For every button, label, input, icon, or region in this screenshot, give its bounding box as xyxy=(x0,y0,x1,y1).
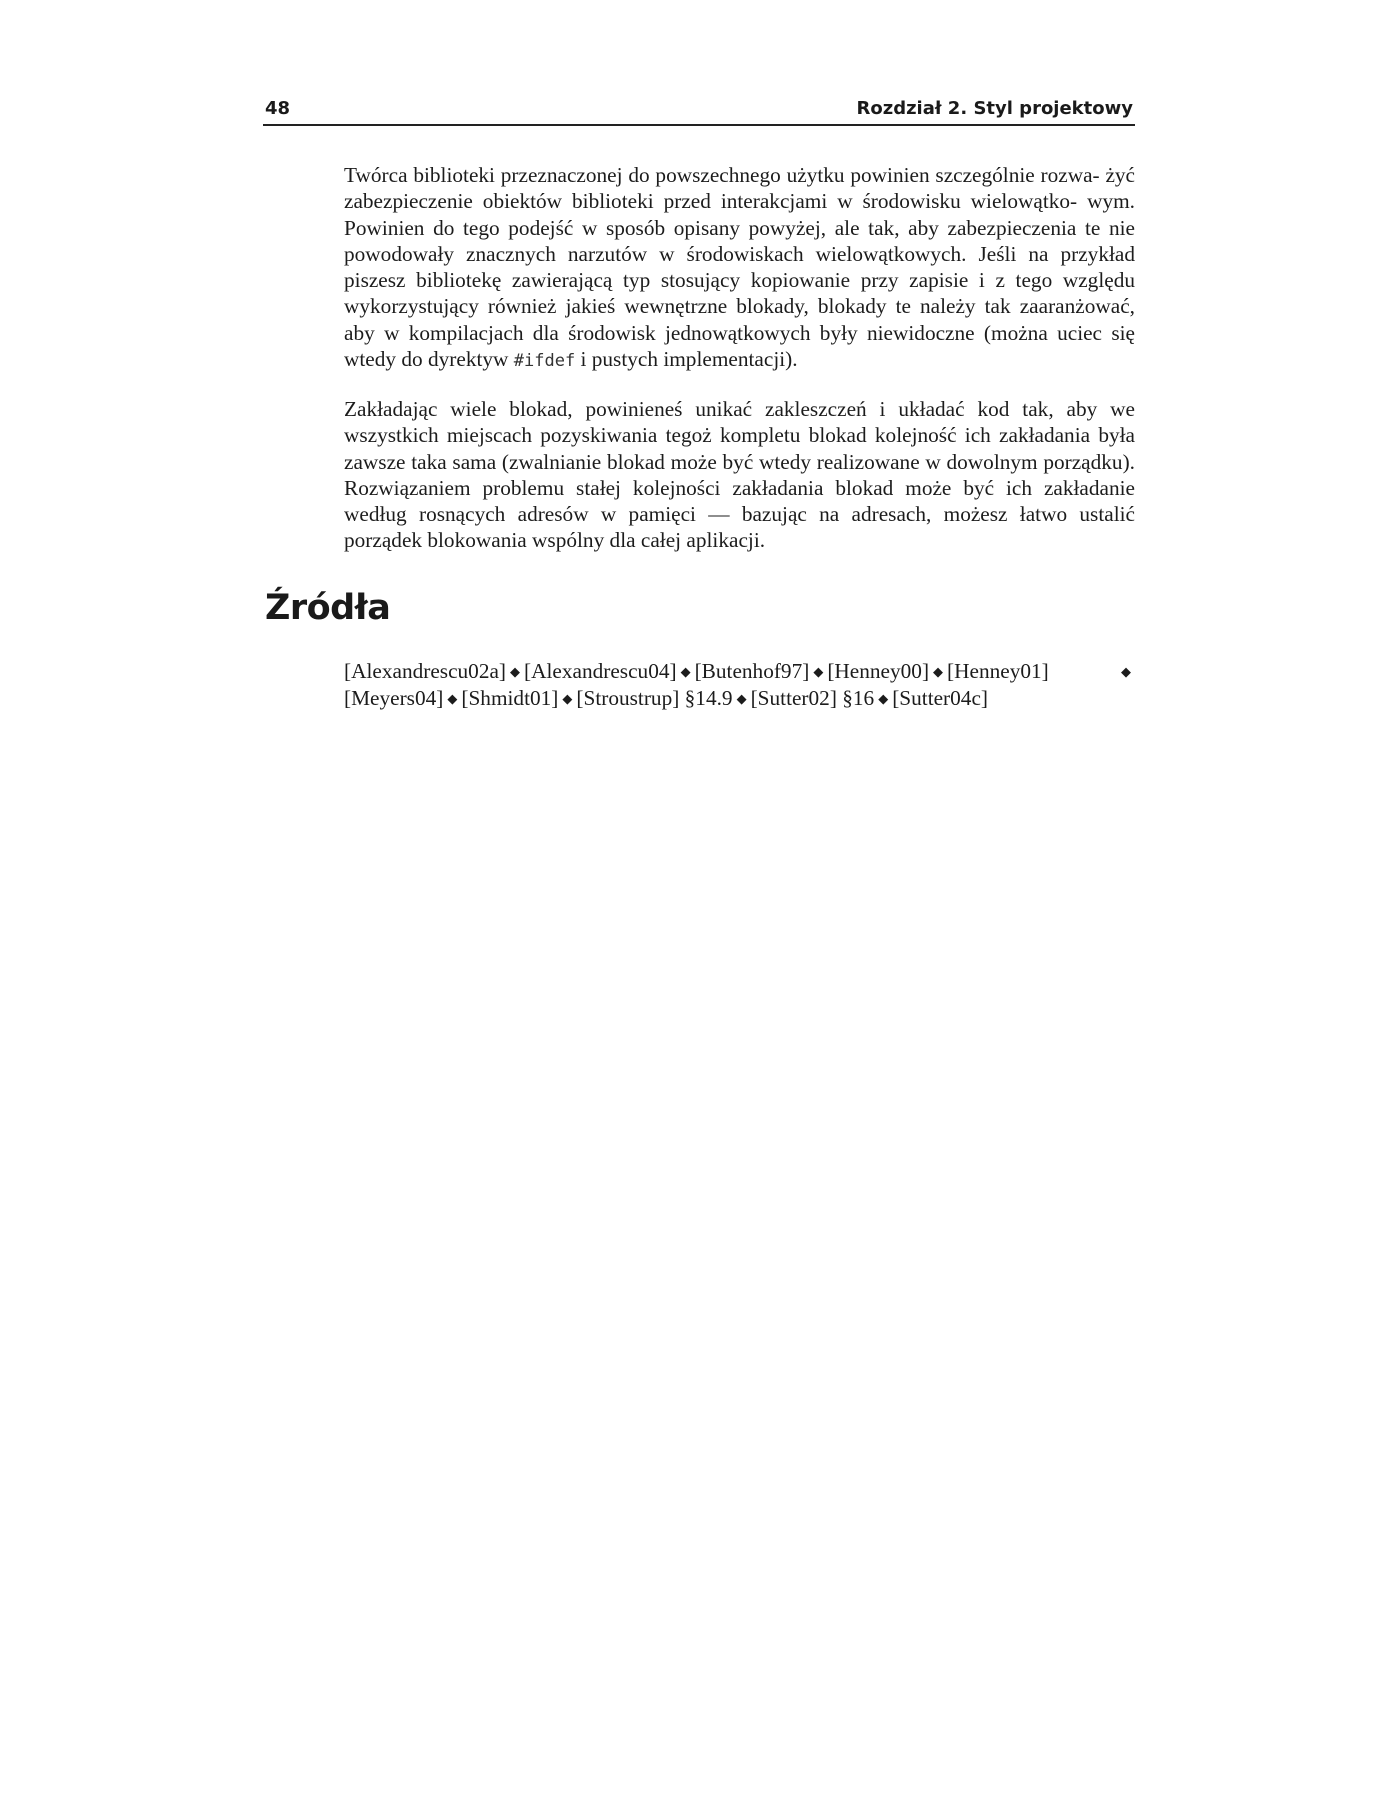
source-item: [Sutter02] §16 xyxy=(750,686,875,711)
separator-diamond-icon: ◆ xyxy=(813,664,824,679)
source-item: [Meyers04] xyxy=(344,686,444,711)
body-paragraph-2: Zakładając wiele blokad, powinieneś unikać zakleszczeń i układać kod tak, aby we wszystkich miejscach pozyskiwania tegoż kompletu blokad kolejność ich zakładania była zawsze taka sama (zwalnianie blokad może być wtedy realizowane w dowolnym porządku). Rozwiązaniem problemu stałej kolejności zakładania blokad może być ich zakładanie według rosnących adresów w pamięci — bazując na adresach, możesz łatwo ustalić porządek blokowania wspólny dla całej aplikacji. xyxy=(344,397,1135,553)
source-item: [Alexandrescu04] xyxy=(524,659,677,683)
separator-diamond-icon: ◆ xyxy=(933,664,944,679)
separator-diamond-icon: ◆ xyxy=(736,691,747,707)
page-number: 48 xyxy=(265,98,291,119)
separator-diamond-icon: ◆ xyxy=(510,664,521,679)
body-paragraph-1 xyxy=(344,162,1135,374)
paragraph-1-text-end: i pustych implementacji). xyxy=(575,347,798,372)
chapter-title: Rozdział 2. Styl projektowy xyxy=(856,98,1133,119)
inline-code-ifdef: #ifdef xyxy=(513,351,576,372)
separator-diamond-icon: ◆ xyxy=(878,691,889,707)
sources-list xyxy=(344,658,1135,713)
separator-diamond-icon: ◆ xyxy=(1121,664,1131,679)
section-heading-sources: Źródła xyxy=(265,588,391,628)
separator-diamond-icon: ◆ xyxy=(680,664,691,679)
page-header xyxy=(263,96,1135,126)
source-item: [Shmidt01] xyxy=(461,686,559,711)
source-item: [Stroustrup] §14.9 xyxy=(576,686,733,711)
separator-diamond-icon: ◆ xyxy=(562,691,573,707)
source-item: [Henney00] xyxy=(827,659,930,683)
source-item: [Butenhof97] xyxy=(694,659,810,683)
paragraph-1-text: Twórca biblioteki przeznaczonej do powszechnego użytku powinien szczególnie rozwa- żyć zabezpieczenie obiektów biblioteki przed interakcjami w środowisku wielowątko- wym. Powinien do tego podejść w sposób opisany powyżej, ale tak, aby zabezpieczenia te nie powodowały znacznych narzutów w środowiskach wielowątkowych. Jeśli na przykład piszesz bibliotekę zawierającą typ stosujący kopiowanie przy zapisie i z tego względu wykorzystujący również jakieś wewnętrzne blokady, blokady te należy tak zaaranżować, aby w kompilacjach dla środowisk jednowątkowych były niewidoczne (można uciec się wtedy do dyrektyw xyxy=(344,163,1135,372)
separator-diamond-icon: ◆ xyxy=(447,691,458,707)
source-item: [Alexandrescu02a] xyxy=(344,659,507,683)
source-item: [Sutter04c] xyxy=(892,686,988,711)
source-item: [Henney01] xyxy=(947,659,1049,683)
